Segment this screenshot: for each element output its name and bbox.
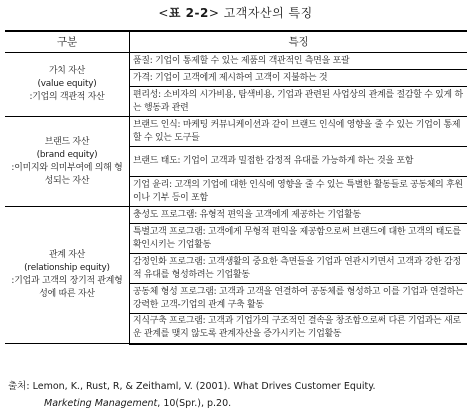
source-journal: Marketing Management xyxy=(44,398,158,409)
category-value-equity xyxy=(5,53,130,117)
feature-cell: 충성도 프로그램: 유형적 편익을 고객에게 제공하는 기업활동 xyxy=(130,207,468,224)
table-caption xyxy=(0,4,471,21)
feature-cell: 품질: 기업이 통제할 수 있는 제품의 객관적인 측면을 포괄 xyxy=(130,53,468,70)
caption-open: < xyxy=(158,6,169,20)
caption-title: 고객자산의 특징 xyxy=(223,6,313,20)
source-volume: , 10(Spr.), p.20. xyxy=(157,398,232,409)
customer-equity-table xyxy=(5,30,467,345)
header-row xyxy=(5,31,467,53)
caption-number: 표 2-2 xyxy=(168,6,209,20)
table-row xyxy=(5,207,467,224)
category-relationship-equity xyxy=(5,207,130,344)
source-authors: Lemon, K., Rust, R, & Zeithaml, V. (2001). What Drives Customer Equity. xyxy=(32,381,376,392)
source-label: 출처: xyxy=(8,381,30,392)
feature-cell: 브랜드 인식: 마케팅 커뮤니케이션과 같이 브랜드 인식에 영향을 줄 수 있는 기업이 통제할 수 있는 도구들 xyxy=(130,117,468,147)
table-row xyxy=(5,117,467,147)
feature-cell: 기업 윤리: 고객의 기업에 대한 인식에 영향을 줄 수 있는 특별한 활동들로 공동체의 후원이나 기부 등이 포함 xyxy=(130,177,468,207)
category-desc: :기업과 고객의 장기적 관계형성에 따른 자산 xyxy=(11,276,123,299)
feature-cell: 감정인화 프로그램: 고객생활의 중요한 측면들을 기업과 연관시키면서 고객과 강한 감정적 유대를 형성하려는 기업활동 xyxy=(130,254,468,284)
category-desc: :기업의 객관적 자산 xyxy=(29,92,105,102)
category-name: 가치 자산 xyxy=(48,66,86,76)
category-desc: :이미지와 의미부여에 의해 형성되는 자산 xyxy=(11,162,123,186)
category-name: 브랜드 자산 xyxy=(44,136,90,147)
caption-close: > xyxy=(208,6,220,20)
category-name: 관계 자산 xyxy=(48,250,86,260)
feature-cell: 지식구축 프로그램: 고객과 기업가의 구조적인 결속을 창조함으로써 다른 기업과는 새로운 관계를 맺지 않도록 관계자산을 증가시키는 기업활동 xyxy=(130,314,468,344)
feature-cell: 공동체 형성 프로그램: 고객과 고객을 연결하여 공동체를 형성하고 이를 기업과 연결하는 강력한 고객-기업의 관계 구축 활동 xyxy=(130,284,468,314)
source-citation xyxy=(8,378,468,412)
category-name-en: (value equity) xyxy=(37,79,97,89)
header-feature: 특징 xyxy=(130,31,468,53)
feature-cell: 가격: 기업이 고객에게 제시하여 고객이 지불하는 것 xyxy=(130,70,468,87)
table-row xyxy=(5,53,467,70)
feature-cell: 편리성: 소비자의 시가비용, 탐색비용, 기업과 관련된 사업상의 관계를 절감할 수 있게 하는 행동과 관련 xyxy=(130,87,468,117)
feature-cell: 브랜드 태도: 기업이 고객과 밀접한 감정적 유대를 가능하게 하는 것을 포함 xyxy=(130,147,468,177)
category-brand-equity xyxy=(5,117,130,207)
category-name-en: (relationship equity) xyxy=(24,263,110,273)
feature-cell: 특별고객 프로그램: 고객에게 무형적 편익을 제공함으로써 브랜드에 대한 고객의 태도를 확인시키는 기업활동 xyxy=(130,224,468,254)
header-category: 구분 xyxy=(5,31,130,53)
category-name-en: (brand equity) xyxy=(36,149,98,160)
